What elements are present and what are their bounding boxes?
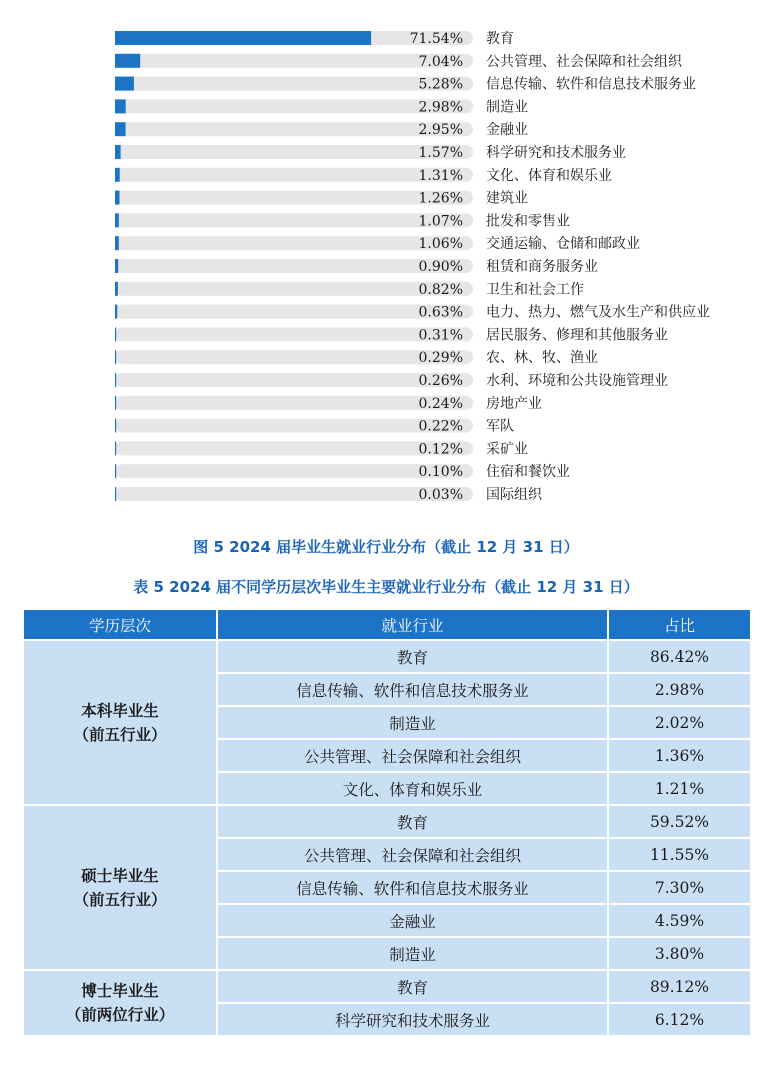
category-label: 农、林、牧、渔业 (486, 350, 598, 367)
industry-by-degree-table (22, 608, 752, 1037)
data-label: 0.03% (418, 487, 463, 503)
bar (115, 350, 116, 364)
bar (115, 259, 118, 273)
degree-level-cell (24, 806, 216, 969)
share-cell: 59.52% (609, 806, 750, 837)
bar-group (115, 304, 710, 321)
header-share: 占比 (609, 610, 750, 639)
bar (115, 373, 116, 387)
bar-group (115, 144, 626, 161)
degree-level-cell (24, 971, 216, 1035)
bar-group (115, 372, 668, 389)
category-label: 水利、环境和公共设施管理业 (486, 373, 668, 389)
bar (115, 464, 116, 478)
data-label: 0.24% (418, 395, 463, 412)
share-cell: 86.42% (609, 641, 750, 672)
share-cell: 3.80% (609, 938, 750, 969)
industry-cell: 信息传输、软件和信息技术服务业 (218, 674, 607, 705)
figure-caption: 图 5 2024 届毕业生就业行业分布（截止 12 月 31 日） (193, 538, 579, 556)
industry-cell: 科学研究和技术服务业 (218, 1004, 607, 1035)
bar-group (115, 258, 598, 275)
category-label: 电力、热力、燃气及水生产和供应业 (486, 304, 710, 321)
data-label: 1.57% (418, 145, 463, 161)
data-label: 0.90% (418, 259, 463, 275)
degree-level-cell (24, 641, 216, 804)
data-label: 1.06% (418, 236, 463, 253)
bar-group (115, 54, 683, 70)
bar (115, 145, 121, 159)
category-label: 金融业 (486, 122, 528, 139)
bar (115, 122, 126, 136)
degree-level-name: 博士毕业生 (81, 981, 159, 1000)
bar-group (115, 235, 640, 252)
category-label: 军队 (486, 418, 514, 435)
bar-group (115, 487, 543, 503)
category-label: 公共管理、社会保障和社会组织 (486, 53, 682, 70)
data-label: 0.22% (418, 418, 463, 435)
table-header-row (24, 610, 750, 639)
industry-cell: 教育 (218, 971, 607, 1002)
bar (115, 282, 118, 296)
bar-group (115, 327, 668, 343)
share-cell: 4.59% (609, 905, 750, 936)
bar-group (115, 122, 528, 138)
share-cell: 11.55% (609, 839, 750, 870)
bar-group (115, 98, 528, 115)
category-label: 交通运输、仓储和邮政业 (486, 236, 640, 253)
category-label: 居民服务、修理和其他服务业 (486, 327, 668, 344)
data-label: 5.28% (418, 76, 463, 93)
category-label: 科学研究和技术服务业 (486, 145, 626, 161)
industry-cell: 文化、体育和娱乐业 (218, 773, 607, 804)
category-label: 房地产业 (486, 395, 542, 412)
category-label: 租赁和商务服务业 (486, 259, 598, 275)
category-label: 卫生和社会工作 (486, 281, 584, 298)
bar (115, 77, 134, 91)
industry-cell: 制造业 (218, 707, 607, 738)
data-label: 0.26% (418, 373, 463, 389)
share-cell: 1.36% (609, 740, 750, 771)
data-label: 1.31% (418, 167, 463, 184)
header-degree-level: 学历层次 (24, 610, 216, 639)
bar (115, 305, 117, 319)
header-industry: 就业行业 (218, 610, 607, 639)
bar (115, 31, 371, 45)
bar-group (115, 441, 528, 457)
category-label: 住宿和餐饮业 (486, 464, 570, 481)
degree-level-scope: （前两位行业） (65, 1005, 175, 1024)
category-label: 文化、体育和娱乐业 (486, 167, 612, 184)
industry-cell: 信息传输、软件和信息技术服务业 (218, 872, 607, 903)
bar-group (115, 349, 598, 366)
data-label: 0.63% (418, 304, 463, 321)
bar-group (115, 76, 696, 93)
share-cell: 7.30% (609, 872, 750, 903)
bar-group (115, 212, 570, 229)
data-label: 0.29% (418, 350, 463, 367)
data-label: 2.95% (418, 122, 463, 139)
industry-cell: 金融业 (218, 905, 607, 936)
data-label: 0.82% (418, 281, 463, 298)
bar (115, 168, 120, 182)
category-label: 批发和零售业 (486, 213, 570, 230)
bar (115, 236, 119, 250)
bar-group (115, 463, 570, 480)
bar (115, 327, 116, 341)
data-label: 71.54% (409, 31, 463, 47)
data-label: 0.10% (418, 464, 463, 481)
bar (115, 396, 116, 410)
category-label: 国际组织 (486, 487, 542, 503)
data-label: 0.31% (418, 327, 463, 344)
bar (115, 54, 140, 68)
degree-level-scope: （前五行业） (73, 889, 167, 909)
share-cell: 2.98% (609, 674, 750, 705)
bar (115, 213, 119, 227)
data-label: 2.98% (418, 99, 463, 116)
category-label: 教育 (486, 31, 514, 47)
table-caption: 表 5 2024 届不同学历层次毕业生主要就业行业分布（截止 12 月 31 日） (133, 578, 639, 596)
category-label: 制造业 (486, 99, 528, 116)
bar (115, 191, 120, 205)
category-label: 信息传输、软件和信息技术服务业 (486, 76, 696, 93)
industry-cell: 教育 (218, 641, 607, 672)
industry-bar-chart (0, 0, 772, 515)
share-cell: 2.02% (609, 707, 750, 738)
data-label: 7.04% (418, 53, 463, 70)
industry-cell: 制造业 (218, 938, 607, 969)
data-label: 1.26% (418, 190, 463, 207)
share-cell: 1.21% (609, 773, 750, 804)
degree-level-name: 硕士毕业生 (81, 865, 159, 885)
bar (115, 419, 116, 433)
bar-group (115, 167, 612, 184)
share-cell: 89.12% (609, 971, 750, 1002)
industry-cell: 公共管理、社会保障和社会组织 (218, 839, 607, 870)
data-label: 0.12% (418, 441, 463, 458)
data-label: 1.07% (418, 213, 463, 230)
bar-group (115, 419, 514, 435)
bar-group (115, 281, 584, 298)
bar (115, 487, 116, 501)
category-label: 采矿业 (486, 441, 528, 458)
degree-level-scope: （前五行业） (73, 724, 167, 744)
bar (115, 99, 126, 113)
table-row (24, 971, 750, 1002)
table-row (24, 806, 750, 837)
degree-level-name: 本科毕业生 (81, 700, 159, 720)
bar-group (115, 190, 528, 207)
industry-cell: 公共管理、社会保障和社会组织 (218, 740, 607, 771)
share-cell: 6.12% (609, 1004, 750, 1035)
bar (115, 441, 116, 455)
bar-group (115, 30, 514, 47)
category-label: 建筑业 (486, 190, 528, 207)
bar-group (115, 395, 542, 412)
table-row (24, 641, 750, 672)
industry-cell: 教育 (218, 806, 607, 837)
